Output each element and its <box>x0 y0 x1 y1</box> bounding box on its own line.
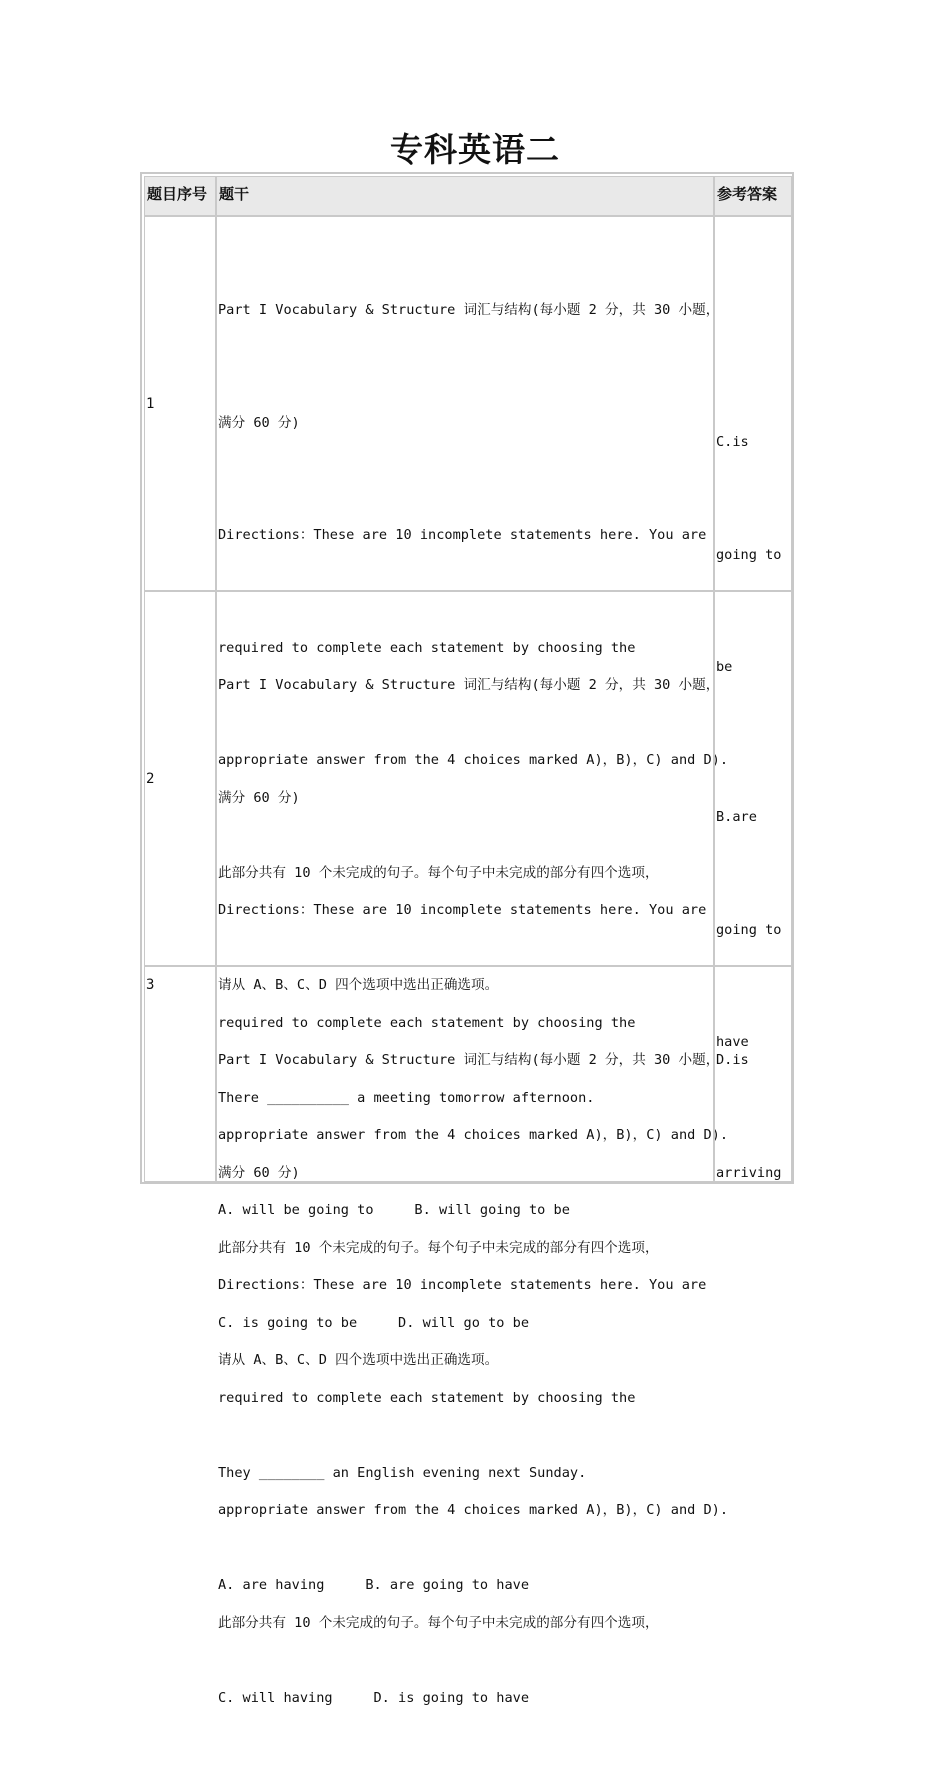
stem-line: A. are having B. are going to have <box>218 1577 529 1593</box>
answer-line: have <box>716 1034 749 1050</box>
stem-line: 满分 60 分) <box>218 1164 300 1181</box>
answer-cell <box>714 216 792 675</box>
stem-line: 此部分共有 10 个未完成的句子。每个句子中未完成的部分有四个选项， <box>218 864 659 881</box>
answer-line: C.is <box>716 434 749 450</box>
answer-line: arriving <box>716 1164 782 1181</box>
stem-line: appropriate answer from the 4 choices marked A)，B)，C) and D). <box>218 752 729 768</box>
stem-line: 请从 A、B、C、D 四个选项中选出正确选项。 <box>218 1352 499 1368</box>
stem-line: 满分 60 分) <box>218 414 300 431</box>
stem-line: required to complete each statement by choosing the <box>218 1389 636 1406</box>
stem-line: 满分 60 分) <box>218 789 300 806</box>
answer-line: going to <box>716 921 782 938</box>
stem-line: A. will be going to B. will going to be <box>218 1202 570 1218</box>
stem-line: Part I Vocabulary & Structure 词汇与结构(每小题 2 分，共 30 小题， <box>218 677 720 693</box>
row-number: 2 <box>144 591 216 966</box>
row-number: 3 <box>144 966 216 1182</box>
question-table <box>140 172 794 1706</box>
stem-line: They ________ an English evening next Sunday. <box>218 1464 587 1481</box>
document-title: 专科英语二 <box>390 130 560 169</box>
stem-line: 此部分共有 10 个未完成的句子。每个句子中未完成的部分有四个选项， <box>218 1614 659 1631</box>
answer-cell <box>714 591 792 1050</box>
stem-line: 此部分共有 10 个未完成的句子。每个句子中未完成的部分有四个选项， <box>218 1239 659 1256</box>
answer-line: D.is <box>716 1052 749 1068</box>
stem-line: Part I Vocabulary & Structure 词汇与结构(每小题 2 分，共 30 小题， <box>218 1052 720 1068</box>
question-stem <box>216 216 729 1331</box>
stem-line: C. is going to be D. will go to be <box>218 1314 529 1331</box>
answer-line: B.are <box>716 809 757 825</box>
stem-line: appropriate answer from the 4 choices marked A)，B)，C) and D). <box>218 1127 729 1143</box>
stem-line: C. will having D. is going to have <box>218 1689 529 1706</box>
answer-line: going to <box>716 546 782 563</box>
header-number: 题目序号 <box>144 176 216 216</box>
row-number: 1 <box>144 216 216 591</box>
stem-line: There __________ a meeting tomorrow afternoon. <box>218 1089 595 1106</box>
stem-line: Directions：These are 10 incomplete statements here. You are <box>218 902 707 918</box>
header-answer: 参考答案 <box>714 176 792 216</box>
stem-line: Directions：These are 10 incomplete statements here. You are <box>218 1277 707 1293</box>
stem-line: required to complete each statement by choosing the <box>218 1014 636 1031</box>
answer-line: be <box>716 659 733 675</box>
stem-line: Part I Vocabulary & Structure 词汇与结构(每小题 2 分，共 30 小题， <box>218 302 720 318</box>
answer-cell <box>714 966 792 1182</box>
stem-line: 请从 A、B、C、D 四个选项中选出正确选项。 <box>218 977 499 993</box>
stem-line: required to complete each statement by choosing the <box>218 639 636 656</box>
header-stem: 题干 <box>216 176 714 216</box>
stem-line: Directions：These are 10 incomplete statements here. You are <box>218 527 707 543</box>
stem-line: appropriate answer from the 4 choices marked A)，B)，C) and D). <box>218 1502 729 1518</box>
